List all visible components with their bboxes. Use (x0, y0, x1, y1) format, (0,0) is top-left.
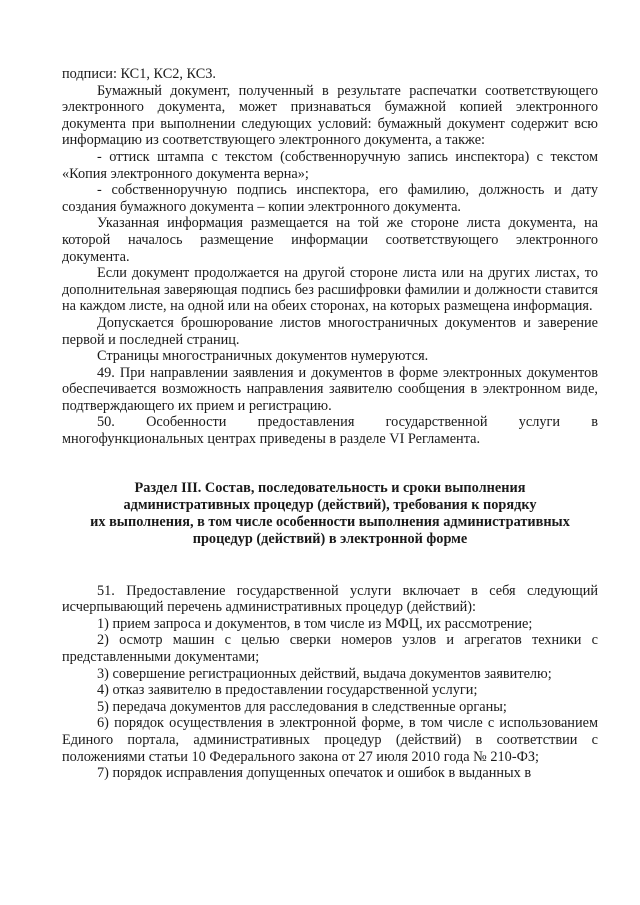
list-item-2: 2) осмотр машин с целью сверки номеров узлов и агрегатов техники с представленными документами; (62, 632, 598, 666)
paragraph-info-placement: Указанная информация размещается на той же стороне листа документа, на которой началось размещение информации соответствующего электронного документа. (62, 215, 598, 265)
section-heading (62, 480, 598, 548)
text-block-bottom (62, 583, 598, 782)
paragraph-signatures: подписи: КС1, КС2, КС3. (62, 66, 216, 82)
section-heading-line: процедур (действий) в электронной форме (192, 530, 468, 547)
section-heading-line: их выполнения, в том числе особенности выполнения административных (90, 513, 570, 530)
paragraph-stamp-imprint: - оттиск штампа с текстом (собственноручную запись инспектора) с текстом «Копия электронного документа верна»; (62, 148, 598, 182)
section-heading-line: административных процедур (действий), требования к порядку (123, 496, 537, 513)
list-item-1: 1) прием запроса и документов, в том числе из МФЦ, их рассмотрение; (97, 615, 533, 632)
paragraph-inspector-signature: - собственноручную подпись инспектора, его фамилию, должность и дату создания бумажного документа – копии электронного документа. (62, 182, 598, 215)
paragraph-page-numbering: Страницы многостраничных документов нумеруются. (97, 348, 429, 365)
list-item-6: 6) порядок осуществления в электронной форме, в том числе с использованием Единого портала, административных процедур (действий) в соответствии с положениями статьи 10 Федерального закона от 27 июля 2010 года № 210-ФЗ; (62, 715, 598, 765)
paragraph-binding: Допускается брошюрование листов многостраничных документов и заверение первой и последней страниц. (62, 314, 598, 348)
paragraph-item-51: 51. Предоставление государственной услуги включает в себя следующий исчерпывающий перечень административных процедур (действий): (62, 582, 598, 616)
list-item-5: 5) передача документов для расследования в следственные органы; (97, 698, 507, 715)
section-heading-line: Раздел III. Состав, последовательность и сроки выполнения (134, 479, 526, 496)
text-block-top (62, 66, 598, 448)
list-item-3: 3) совершение регистрационных действий, выдача документов заявителю; (97, 665, 552, 682)
paragraph-item-49: 49. При направлении заявления и документов в форме электронных документов обеспечивается возможность направления заявителю сообщения в электронном виде, подтверждающего их прием и регистрацию. (62, 364, 598, 414)
paragraph-item-50: 50. Особенности предоставления государственной услуги в многофункциональных центрах приведены в разделе VI Регламента. (62, 414, 598, 448)
list-item-7: 7) порядок исправления допущенных опечаток и ошибок в выданных в (97, 765, 532, 782)
list-item-4: 4) отказ заявителю в предоставлении государственной услуги; (97, 682, 478, 699)
paragraph-paper-copy-conditions: Бумажный документ, полученный в результате распечатки соответствующего электронного документа, может признаваться бумажной копией электронного документа при выполнении следующих условий: бумажный документ содержит всю информацию из соответствующего электронного документа, а также: (62, 82, 598, 149)
document-page (62, 66, 598, 782)
paragraph-additional-signature: Если документ продолжается на другой стороне листа или на других листах, то дополнительная заверяющая подпись без расшифровки фамилии и должности ставится на каждом листе, на одной или на обеих сторонах, на которых размещена информация. (62, 265, 598, 315)
